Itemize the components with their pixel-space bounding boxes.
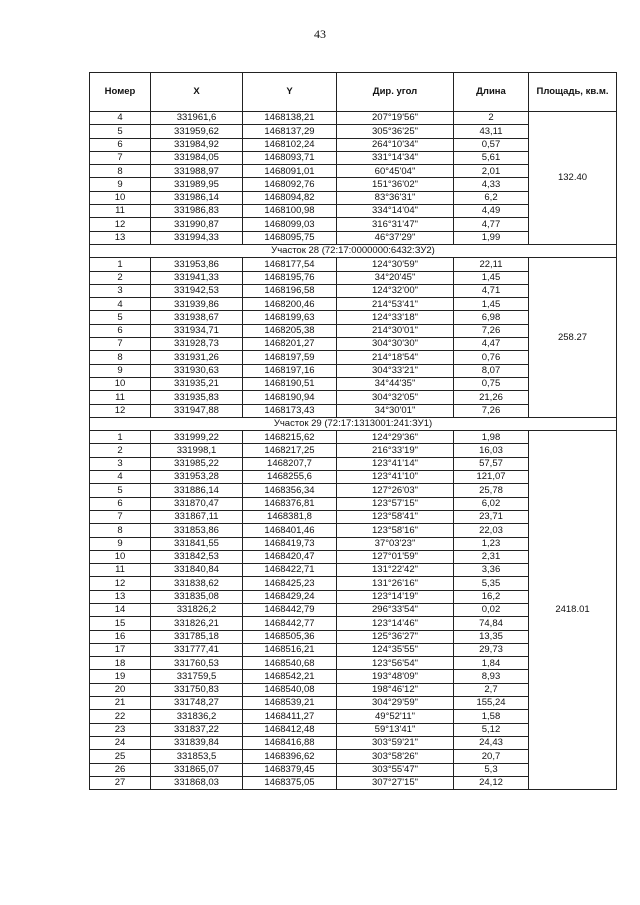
header-length: Длина	[454, 73, 529, 112]
length-cell: 0,57	[454, 138, 529, 151]
x-coordinate-cell: 331837,22	[151, 723, 243, 736]
point-number-cell: 5	[90, 484, 151, 497]
y-coordinate-cell: 1468376,81	[243, 497, 337, 510]
direction-angle-cell: 214°18'54"	[337, 351, 454, 364]
length-cell: 5,3	[454, 763, 529, 776]
x-coordinate-cell: 331947,88	[151, 404, 243, 417]
y-coordinate-cell: 1468416,88	[243, 736, 337, 749]
length-cell: 2	[454, 112, 529, 125]
length-cell: 121,07	[454, 471, 529, 484]
point-number-cell: 6	[90, 138, 151, 151]
direction-angle-cell: 304°33'21"	[337, 364, 454, 377]
length-cell: 25,78	[454, 484, 529, 497]
x-coordinate-cell: 331990,87	[151, 218, 243, 231]
length-cell: 13,35	[454, 630, 529, 643]
area-cell: 2418.01	[529, 431, 617, 790]
y-coordinate-cell: 1468177,54	[243, 258, 337, 271]
y-coordinate-cell: 1468094,82	[243, 191, 337, 204]
coordinates-table	[89, 72, 617, 790]
direction-angle-cell: 46°37'29"	[337, 231, 454, 244]
direction-angle-cell: 124°29'36"	[337, 431, 454, 444]
x-coordinate-cell: 331870,47	[151, 497, 243, 510]
table-row	[90, 258, 617, 271]
x-coordinate-cell: 331748,27	[151, 697, 243, 710]
length-cell: 16,2	[454, 590, 529, 603]
length-cell: 1,23	[454, 537, 529, 550]
x-coordinate-cell: 331842,53	[151, 550, 243, 563]
length-cell: 0,76	[454, 351, 529, 364]
y-coordinate-cell: 1468207,7	[243, 457, 337, 470]
point-number-cell: 12	[90, 404, 151, 417]
y-coordinate-cell: 1468419,73	[243, 537, 337, 550]
point-number-cell: 9	[90, 537, 151, 550]
length-cell: 1,45	[454, 298, 529, 311]
x-coordinate-cell: 331986,14	[151, 191, 243, 204]
area-cell: 258.27	[529, 258, 617, 418]
direction-angle-cell: 216°33'19"	[337, 444, 454, 457]
point-number-cell: 2	[90, 444, 151, 457]
direction-angle-cell: 124°35'55"	[337, 643, 454, 656]
point-number-cell: 4	[90, 471, 151, 484]
x-coordinate-cell: 331826,21	[151, 617, 243, 630]
header-x: X	[151, 73, 243, 112]
y-coordinate-cell: 1468190,94	[243, 391, 337, 404]
y-coordinate-cell: 1468442,77	[243, 617, 337, 630]
direction-angle-cell: 304°32'05"	[337, 391, 454, 404]
y-coordinate-cell: 1468255,6	[243, 471, 337, 484]
direction-angle-cell: 303°59'21"	[337, 736, 454, 749]
section-title: Участок 29 (72:17:1313001:241:ЗУ1)	[90, 417, 617, 430]
point-number-cell: 15	[90, 617, 151, 630]
length-cell: 5,61	[454, 151, 529, 164]
length-cell: 0,02	[454, 603, 529, 616]
header-area: Площадь, кв.м.	[529, 73, 617, 112]
y-coordinate-cell: 1468375,05	[243, 776, 337, 789]
header-number: Номер	[90, 73, 151, 112]
direction-angle-cell: 214°30'01"	[337, 324, 454, 337]
x-coordinate-cell: 331961,6	[151, 112, 243, 125]
length-cell: 43,11	[454, 125, 529, 138]
length-cell: 74,84	[454, 617, 529, 630]
length-cell: 29,73	[454, 643, 529, 656]
point-number-cell: 16	[90, 630, 151, 643]
table-row	[90, 431, 617, 444]
direction-angle-cell: 123°56'54"	[337, 657, 454, 670]
direction-angle-cell: 131°22'42"	[337, 564, 454, 577]
x-coordinate-cell: 331934,71	[151, 324, 243, 337]
length-cell: 1,84	[454, 657, 529, 670]
page-number: 43	[314, 27, 326, 41]
length-cell: 22,03	[454, 524, 529, 537]
x-coordinate-cell: 331939,86	[151, 298, 243, 311]
y-coordinate-cell: 1468102,24	[243, 138, 337, 151]
y-coordinate-cell: 1468095,75	[243, 231, 337, 244]
x-coordinate-cell: 331942,53	[151, 284, 243, 297]
length-cell: 4,71	[454, 284, 529, 297]
y-coordinate-cell: 1468100,98	[243, 205, 337, 218]
direction-angle-cell: 127°26'03"	[337, 484, 454, 497]
table-body	[90, 112, 617, 790]
x-coordinate-cell: 331826,2	[151, 603, 243, 616]
y-coordinate-cell: 1468091,01	[243, 165, 337, 178]
x-coordinate-cell: 331928,73	[151, 338, 243, 351]
length-cell: 22,11	[454, 258, 529, 271]
direction-angle-cell: 123°41'10"	[337, 471, 454, 484]
length-cell: 8,93	[454, 670, 529, 683]
point-number-cell: 27	[90, 776, 151, 789]
point-number-cell: 17	[90, 643, 151, 656]
x-coordinate-cell: 331959,62	[151, 125, 243, 138]
y-coordinate-cell: 1468420,47	[243, 550, 337, 563]
y-coordinate-cell: 1468199,63	[243, 311, 337, 324]
x-coordinate-cell: 331988,97	[151, 165, 243, 178]
point-number-cell: 9	[90, 364, 151, 377]
length-cell: 6,2	[454, 191, 529, 204]
point-number-cell: 8	[90, 165, 151, 178]
y-coordinate-cell: 1468396,62	[243, 750, 337, 763]
direction-angle-cell: 207°19'56"	[337, 112, 454, 125]
point-number-cell: 8	[90, 524, 151, 537]
y-coordinate-cell: 1468542,21	[243, 670, 337, 683]
y-coordinate-cell: 1468190,51	[243, 377, 337, 390]
x-coordinate-cell: 331930,63	[151, 364, 243, 377]
length-cell: 5,12	[454, 723, 529, 736]
y-coordinate-cell: 1468215,62	[243, 431, 337, 444]
point-number-cell: 14	[90, 603, 151, 616]
x-coordinate-cell: 331760,53	[151, 657, 243, 670]
point-number-cell: 21	[90, 697, 151, 710]
point-number-cell: 19	[90, 670, 151, 683]
point-number-cell: 1	[90, 258, 151, 271]
point-number-cell: 10	[90, 191, 151, 204]
direction-angle-cell: 123°14'19"	[337, 590, 454, 603]
x-coordinate-cell: 331840,84	[151, 564, 243, 577]
x-coordinate-cell: 331931,26	[151, 351, 243, 364]
point-number-cell: 6	[90, 497, 151, 510]
y-coordinate-cell: 1468092,76	[243, 178, 337, 191]
length-cell: 0,75	[454, 377, 529, 390]
y-coordinate-cell: 1468422,71	[243, 564, 337, 577]
length-cell: 3,36	[454, 564, 529, 577]
x-coordinate-cell: 331853,5	[151, 750, 243, 763]
direction-angle-cell: 83°36'31"	[337, 191, 454, 204]
y-coordinate-cell: 1468539,21	[243, 697, 337, 710]
x-coordinate-cell: 331935,83	[151, 391, 243, 404]
point-number-cell: 20	[90, 683, 151, 696]
direction-angle-cell: 125°36'27"	[337, 630, 454, 643]
y-coordinate-cell: 1468356,34	[243, 484, 337, 497]
direction-angle-cell: 60°45'04"	[337, 165, 454, 178]
x-coordinate-cell: 331998,1	[151, 444, 243, 457]
direction-angle-cell: 316°31'47"	[337, 218, 454, 231]
length-cell: 24,43	[454, 736, 529, 749]
y-coordinate-cell: 1468197,16	[243, 364, 337, 377]
y-coordinate-cell: 1468201,27	[243, 338, 337, 351]
point-number-cell: 11	[90, 205, 151, 218]
point-number-cell: 25	[90, 750, 151, 763]
point-number-cell: 8	[90, 351, 151, 364]
point-number-cell: 13	[90, 231, 151, 244]
length-cell: 21,26	[454, 391, 529, 404]
length-cell: 4,33	[454, 178, 529, 191]
x-coordinate-cell: 331785,18	[151, 630, 243, 643]
direction-angle-cell: 303°58'26"	[337, 750, 454, 763]
x-coordinate-cell: 331984,05	[151, 151, 243, 164]
y-coordinate-cell: 1468381,8	[243, 510, 337, 523]
direction-angle-cell: 123°57'15"	[337, 497, 454, 510]
direction-angle-cell: 296°33'54"	[337, 603, 454, 616]
header-y: Y	[243, 73, 337, 112]
y-coordinate-cell: 1468197,59	[243, 351, 337, 364]
x-coordinate-cell: 331838,62	[151, 577, 243, 590]
x-coordinate-cell: 331867,11	[151, 510, 243, 523]
x-coordinate-cell: 331853,86	[151, 524, 243, 537]
direction-angle-cell: 34°44'35"	[337, 377, 454, 390]
length-cell: 1,98	[454, 431, 529, 444]
section-header-row	[90, 417, 617, 430]
direction-angle-cell: 331°14'34"	[337, 151, 454, 164]
y-coordinate-cell: 1468411,27	[243, 710, 337, 723]
direction-angle-cell: 305°36'25"	[337, 125, 454, 138]
x-coordinate-cell: 331759,5	[151, 670, 243, 683]
length-cell: 23,71	[454, 510, 529, 523]
point-number-cell: 26	[90, 763, 151, 776]
x-coordinate-cell: 331886,14	[151, 484, 243, 497]
point-number-cell: 12	[90, 218, 151, 231]
point-number-cell: 3	[90, 457, 151, 470]
direction-angle-cell: 303°55'47"	[337, 763, 454, 776]
x-coordinate-cell: 331841,55	[151, 537, 243, 550]
direction-angle-cell: 304°29'59"	[337, 697, 454, 710]
direction-angle-cell: 124°30'59"	[337, 258, 454, 271]
direction-angle-cell: 49°52'11"	[337, 710, 454, 723]
y-coordinate-cell: 1468505,36	[243, 630, 337, 643]
length-cell: 6,98	[454, 311, 529, 324]
direction-angle-cell: 214°53'41"	[337, 298, 454, 311]
direction-angle-cell: 307°27'15"	[337, 776, 454, 789]
y-coordinate-cell: 1468093,71	[243, 151, 337, 164]
x-coordinate-cell: 331750,83	[151, 683, 243, 696]
length-cell: 7,26	[454, 404, 529, 417]
x-coordinate-cell: 331953,28	[151, 471, 243, 484]
y-coordinate-cell: 1468205,38	[243, 324, 337, 337]
direction-angle-cell: 123°41'14"	[337, 457, 454, 470]
length-cell: 16,03	[454, 444, 529, 457]
point-number-cell: 23	[90, 723, 151, 736]
direction-angle-cell: 304°30'30"	[337, 338, 454, 351]
point-number-cell: 22	[90, 710, 151, 723]
y-coordinate-cell: 1468442,79	[243, 603, 337, 616]
x-coordinate-cell: 331839,84	[151, 736, 243, 749]
length-cell: 2,7	[454, 683, 529, 696]
direction-angle-cell: 131°26'16"	[337, 577, 454, 590]
point-number-cell: 5	[90, 311, 151, 324]
point-number-cell: 4	[90, 112, 151, 125]
y-coordinate-cell: 1468217,25	[243, 444, 337, 457]
y-coordinate-cell: 1468200,46	[243, 298, 337, 311]
x-coordinate-cell: 331935,21	[151, 377, 243, 390]
y-coordinate-cell: 1468099,03	[243, 218, 337, 231]
point-number-cell: 5	[90, 125, 151, 138]
direction-angle-cell: 34°30'01"	[337, 404, 454, 417]
section-title: Участок 28 (72:17:0000000:6432:ЗУ2)	[90, 244, 617, 257]
point-number-cell: 18	[90, 657, 151, 670]
direction-angle-cell: 37°03'23"	[337, 537, 454, 550]
y-coordinate-cell: 1468425,23	[243, 577, 337, 590]
length-cell: 1,99	[454, 231, 529, 244]
table-row	[90, 112, 617, 125]
point-number-cell: 6	[90, 324, 151, 337]
point-number-cell: 9	[90, 178, 151, 191]
y-coordinate-cell: 1468540,68	[243, 657, 337, 670]
x-coordinate-cell: 331868,03	[151, 776, 243, 789]
point-number-cell: 1	[90, 431, 151, 444]
length-cell: 20,7	[454, 750, 529, 763]
point-number-cell: 2	[90, 271, 151, 284]
section-header-row	[90, 244, 617, 257]
direction-angle-cell: 123°14'46"	[337, 617, 454, 630]
direction-angle-cell: 127°01'59"	[337, 550, 454, 563]
direction-angle-cell: 124°32'00"	[337, 284, 454, 297]
length-cell: 57,57	[454, 457, 529, 470]
x-coordinate-cell: 331865,07	[151, 763, 243, 776]
y-coordinate-cell: 1468540,08	[243, 683, 337, 696]
length-cell: 4,77	[454, 218, 529, 231]
y-coordinate-cell: 1468173,43	[243, 404, 337, 417]
direction-angle-cell: 151°36'02"	[337, 178, 454, 191]
x-coordinate-cell: 331938,67	[151, 311, 243, 324]
length-cell: 2,31	[454, 550, 529, 563]
x-coordinate-cell: 331986,83	[151, 205, 243, 218]
point-number-cell: 4	[90, 298, 151, 311]
direction-angle-cell: 123°58'16"	[337, 524, 454, 537]
y-coordinate-cell: 1468516,21	[243, 643, 337, 656]
length-cell: 1,45	[454, 271, 529, 284]
length-cell: 8,07	[454, 364, 529, 377]
direction-angle-cell: 34°20'45"	[337, 271, 454, 284]
length-cell: 4,49	[454, 205, 529, 218]
y-coordinate-cell: 1468401,46	[243, 524, 337, 537]
y-coordinate-cell: 1468379,45	[243, 763, 337, 776]
x-coordinate-cell: 331953,86	[151, 258, 243, 271]
y-coordinate-cell: 1468412,48	[243, 723, 337, 736]
x-coordinate-cell: 331941,33	[151, 271, 243, 284]
length-cell: 7,26	[454, 324, 529, 337]
y-coordinate-cell: 1468196,58	[243, 284, 337, 297]
length-cell: 24,12	[454, 776, 529, 789]
length-cell: 4,47	[454, 338, 529, 351]
point-number-cell: 13	[90, 590, 151, 603]
length-cell: 5,35	[454, 577, 529, 590]
x-coordinate-cell: 331989,95	[151, 178, 243, 191]
length-cell: 155,24	[454, 697, 529, 710]
y-coordinate-cell: 1468429,24	[243, 590, 337, 603]
y-coordinate-cell: 1468137,29	[243, 125, 337, 138]
point-number-cell: 11	[90, 391, 151, 404]
header-angle: Дир. угол	[337, 73, 454, 112]
y-coordinate-cell: 1468195,76	[243, 271, 337, 284]
x-coordinate-cell: 331999,22	[151, 431, 243, 444]
x-coordinate-cell: 331835,08	[151, 590, 243, 603]
point-number-cell: 7	[90, 338, 151, 351]
point-number-cell: 10	[90, 377, 151, 390]
direction-angle-cell: 59°13'41"	[337, 723, 454, 736]
area-cell: 132.40	[529, 112, 617, 245]
point-number-cell: 7	[90, 151, 151, 164]
point-number-cell: 3	[90, 284, 151, 297]
direction-angle-cell: 193°48'09"	[337, 670, 454, 683]
direction-angle-cell: 123°58'41"	[337, 510, 454, 523]
direction-angle-cell: 264°10'34"	[337, 138, 454, 151]
point-number-cell: 11	[90, 564, 151, 577]
table-header	[90, 73, 617, 112]
x-coordinate-cell: 331777,41	[151, 643, 243, 656]
y-coordinate-cell: 1468138,21	[243, 112, 337, 125]
direction-angle-cell: 334°14'04"	[337, 205, 454, 218]
x-coordinate-cell: 331984,92	[151, 138, 243, 151]
length-cell: 2,01	[454, 165, 529, 178]
direction-angle-cell: 198°46'12"	[337, 683, 454, 696]
length-cell: 6,02	[454, 497, 529, 510]
length-cell: 1,58	[454, 710, 529, 723]
x-coordinate-cell: 331994,33	[151, 231, 243, 244]
direction-angle-cell: 124°33'18"	[337, 311, 454, 324]
x-coordinate-cell: 331985,22	[151, 457, 243, 470]
point-number-cell: 10	[90, 550, 151, 563]
point-number-cell: 7	[90, 510, 151, 523]
x-coordinate-cell: 331836,2	[151, 710, 243, 723]
point-number-cell: 12	[90, 577, 151, 590]
point-number-cell: 24	[90, 736, 151, 749]
